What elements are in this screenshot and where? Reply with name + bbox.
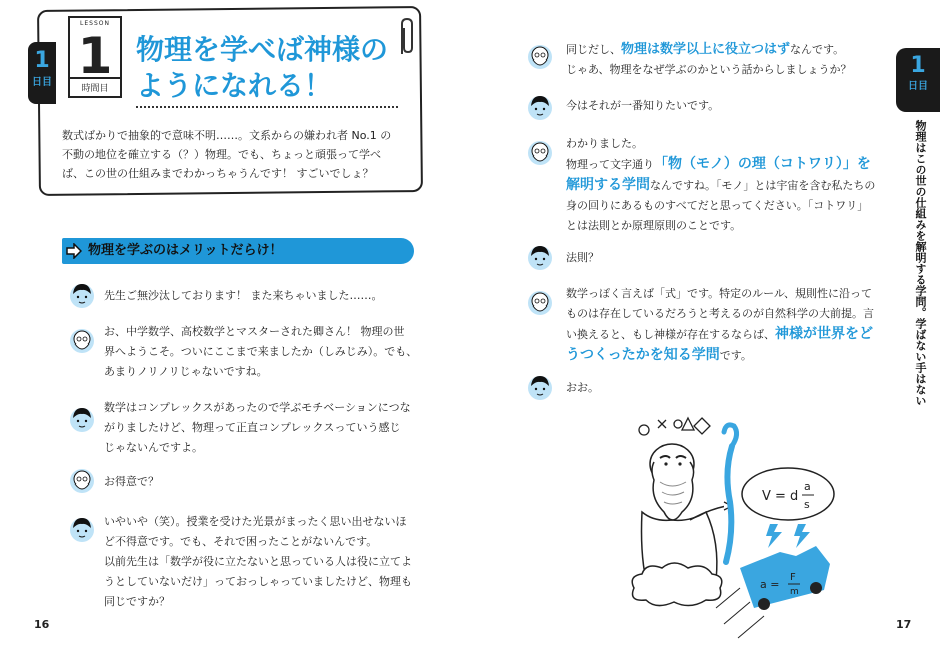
student-avatar-icon bbox=[526, 372, 554, 402]
dialogue-line: 法則？ bbox=[566, 251, 599, 264]
dialogue-line: お、中学数学、高校数学とマスターされた卿さん！ 物理の世 bbox=[104, 325, 405, 338]
dialogue-text-segment: 物理って文字通り bbox=[566, 158, 654, 171]
teacher-avatar-icon bbox=[68, 466, 96, 496]
title-dotted-divider bbox=[136, 106, 398, 108]
car-icon bbox=[740, 546, 830, 610]
highlight-text: 「物（モノ）の理（コトワリ）」を bbox=[654, 156, 871, 172]
dialogue-text-segment: 同じだし、 bbox=[566, 43, 621, 56]
dialogue-line: 界へようこそ。ついにここまで来ましたか（しみじみ）。でも、 bbox=[104, 345, 418, 358]
dialogue-line: 先生ご無沙汰しております！ また来ちゃいました……。 bbox=[104, 289, 383, 302]
page-number-left: 16 bbox=[34, 618, 50, 631]
dialogue-text-segment: なんですね。「モノ」とは宇宙を含む私たちの bbox=[650, 179, 876, 192]
teacher-avatar-icon bbox=[68, 326, 96, 356]
dialogue-line bbox=[566, 154, 896, 175]
lesson-badge bbox=[68, 16, 122, 98]
dialogue-text bbox=[566, 134, 896, 236]
formula-acceleration-numerator: F bbox=[790, 572, 796, 583]
page-number-right: 17 bbox=[896, 618, 912, 631]
dialogue-text bbox=[104, 322, 434, 382]
lesson-badge-label: LESSON bbox=[80, 20, 110, 27]
dialogue-line: わかりました。 bbox=[566, 137, 643, 150]
formula-acceleration: a = bbox=[760, 578, 780, 591]
day-tab bbox=[28, 42, 56, 104]
day-side-tab bbox=[896, 48, 940, 112]
dialogue-line bbox=[566, 324, 896, 345]
student-avatar-icon bbox=[68, 280, 96, 310]
arrow-right-icon bbox=[66, 243, 82, 259]
thought-bubble bbox=[742, 468, 834, 520]
symbols-icon bbox=[639, 418, 710, 435]
student-avatar-icon bbox=[526, 92, 554, 122]
dialogue-line: がりましたけど、物理って正直コンプレックスっていう感じ bbox=[104, 421, 401, 434]
student-avatar-icon bbox=[68, 404, 96, 434]
section-header bbox=[62, 238, 414, 264]
formula-velocity-numerator: a bbox=[804, 480, 811, 493]
highlight-text: 解明する学問 bbox=[566, 177, 650, 193]
lesson-title-line1: 物理を学べば神様の bbox=[136, 33, 389, 66]
dialogue-line: おお。 bbox=[566, 381, 599, 394]
dialogue-line: お得意で？ bbox=[104, 475, 159, 488]
lesson-badge-number: 1 bbox=[77, 27, 113, 85]
dialogue-line: いやいや（笑）。授業を受けた光景がまったく思い出せないほ bbox=[104, 515, 407, 528]
lesson-badge-unit: 時間目 bbox=[70, 77, 120, 96]
cloud-icon bbox=[632, 563, 722, 606]
formula-acceleration-denominator: m bbox=[790, 587, 799, 597]
dialogue-line bbox=[566, 345, 896, 366]
dialogue-line: 同じですか？ bbox=[104, 595, 170, 608]
dialogue-text bbox=[104, 398, 434, 458]
dialogue-text bbox=[566, 96, 886, 116]
highlight-text: うつくったかを知る学問 bbox=[566, 347, 720, 363]
dialogue-line: ものは存在しているだろうと考えるのが自然科学の大前提。言 bbox=[566, 307, 874, 320]
teacher-avatar-icon bbox=[526, 288, 554, 318]
dialogue-line: じゃあ、物理をなぜ学ぶのかという話からしましょうか？ bbox=[566, 63, 852, 76]
dialogue-text-segment: い換えると、もし神様が存在するならば、 bbox=[566, 328, 775, 341]
side-caption: 物理はこの世の仕組みを解明する学問。学ばない手はない bbox=[914, 120, 927, 406]
dialogue-line: 以前先生は「数学が役に立たないと思っている人は役に立てよ bbox=[104, 555, 412, 568]
teacher-avatar-icon bbox=[526, 138, 554, 168]
dialogue-text bbox=[104, 472, 424, 492]
section-title: 物理を学ぶのはメリットだらけ！ bbox=[88, 243, 283, 258]
dialogue-line: 今はそれが一番知りたいです。 bbox=[566, 99, 720, 112]
dialogue-line bbox=[566, 175, 896, 196]
dialogue-text bbox=[566, 40, 886, 80]
teacher-avatar-icon bbox=[526, 42, 554, 72]
day-tab-unit: 日目 bbox=[32, 77, 52, 88]
formula-velocity-denominator: s bbox=[804, 498, 810, 511]
student-avatar-icon bbox=[68, 514, 96, 544]
side-tab-unit: 日目 bbox=[908, 81, 928, 92]
day-tab-number: 1 bbox=[34, 48, 50, 73]
dialogue-line: じゃないんですよ。 bbox=[104, 441, 203, 454]
lesson-title-line2: ようになれる！ bbox=[136, 69, 333, 102]
dialogue-line: 数学っぽく言えば「式」です。特定のルール、規則性に沿って bbox=[566, 287, 873, 300]
dialogue-text bbox=[104, 286, 424, 306]
highlight-text: 物理は数学以上に役立つはず bbox=[621, 42, 791, 57]
side-tab-number: 1 bbox=[910, 53, 926, 78]
dialogue-text-segment: なんです。 bbox=[790, 43, 845, 56]
dialogue-line: 数学はコンプレックスがあったので学ぶモチベーションにつな bbox=[104, 401, 411, 414]
formula-velocity: V = d bbox=[762, 489, 799, 504]
dialogue-text bbox=[104, 512, 434, 612]
dialogue-text bbox=[566, 284, 896, 366]
dialogue-line: あまりノリノリじゃないですね。 bbox=[104, 365, 268, 378]
lesson-intro: 数式ばかりで抽象的で意味不明……。文系からの嫌われ者 No.1 の不動の地位を確立する（？）物理。でも、ちょっと頑張って学べば、この世の仕組みまでわかっちゃうんです！ すごいでしょ？ bbox=[62, 129, 392, 180]
dialogue-text bbox=[566, 248, 886, 268]
highlight-text: 神様が世界をど bbox=[775, 326, 873, 342]
dialogue-line bbox=[566, 40, 886, 60]
student-avatar-icon bbox=[526, 242, 554, 272]
dialogue-line: ど不得意です。でも、それで困ったことがないんです。 bbox=[104, 535, 378, 548]
dialogue-line: うとしていないだけ」っておっしゃっていましたけど、物理も bbox=[104, 575, 412, 588]
god-illustration bbox=[620, 412, 840, 644]
god-figure-icon bbox=[642, 444, 733, 580]
dialogue-text-segment: です。 bbox=[719, 349, 752, 362]
dialogue-line: とは法則とか原理原則のことです。 bbox=[566, 219, 742, 232]
lightning-icon bbox=[766, 524, 810, 548]
lesson-title bbox=[136, 32, 406, 104]
dialogue-line: 身の回りにあるものすべてだと思ってください。「コトワリ」 bbox=[566, 199, 869, 212]
dialogue-text bbox=[566, 378, 886, 398]
staff-icon bbox=[724, 425, 737, 562]
